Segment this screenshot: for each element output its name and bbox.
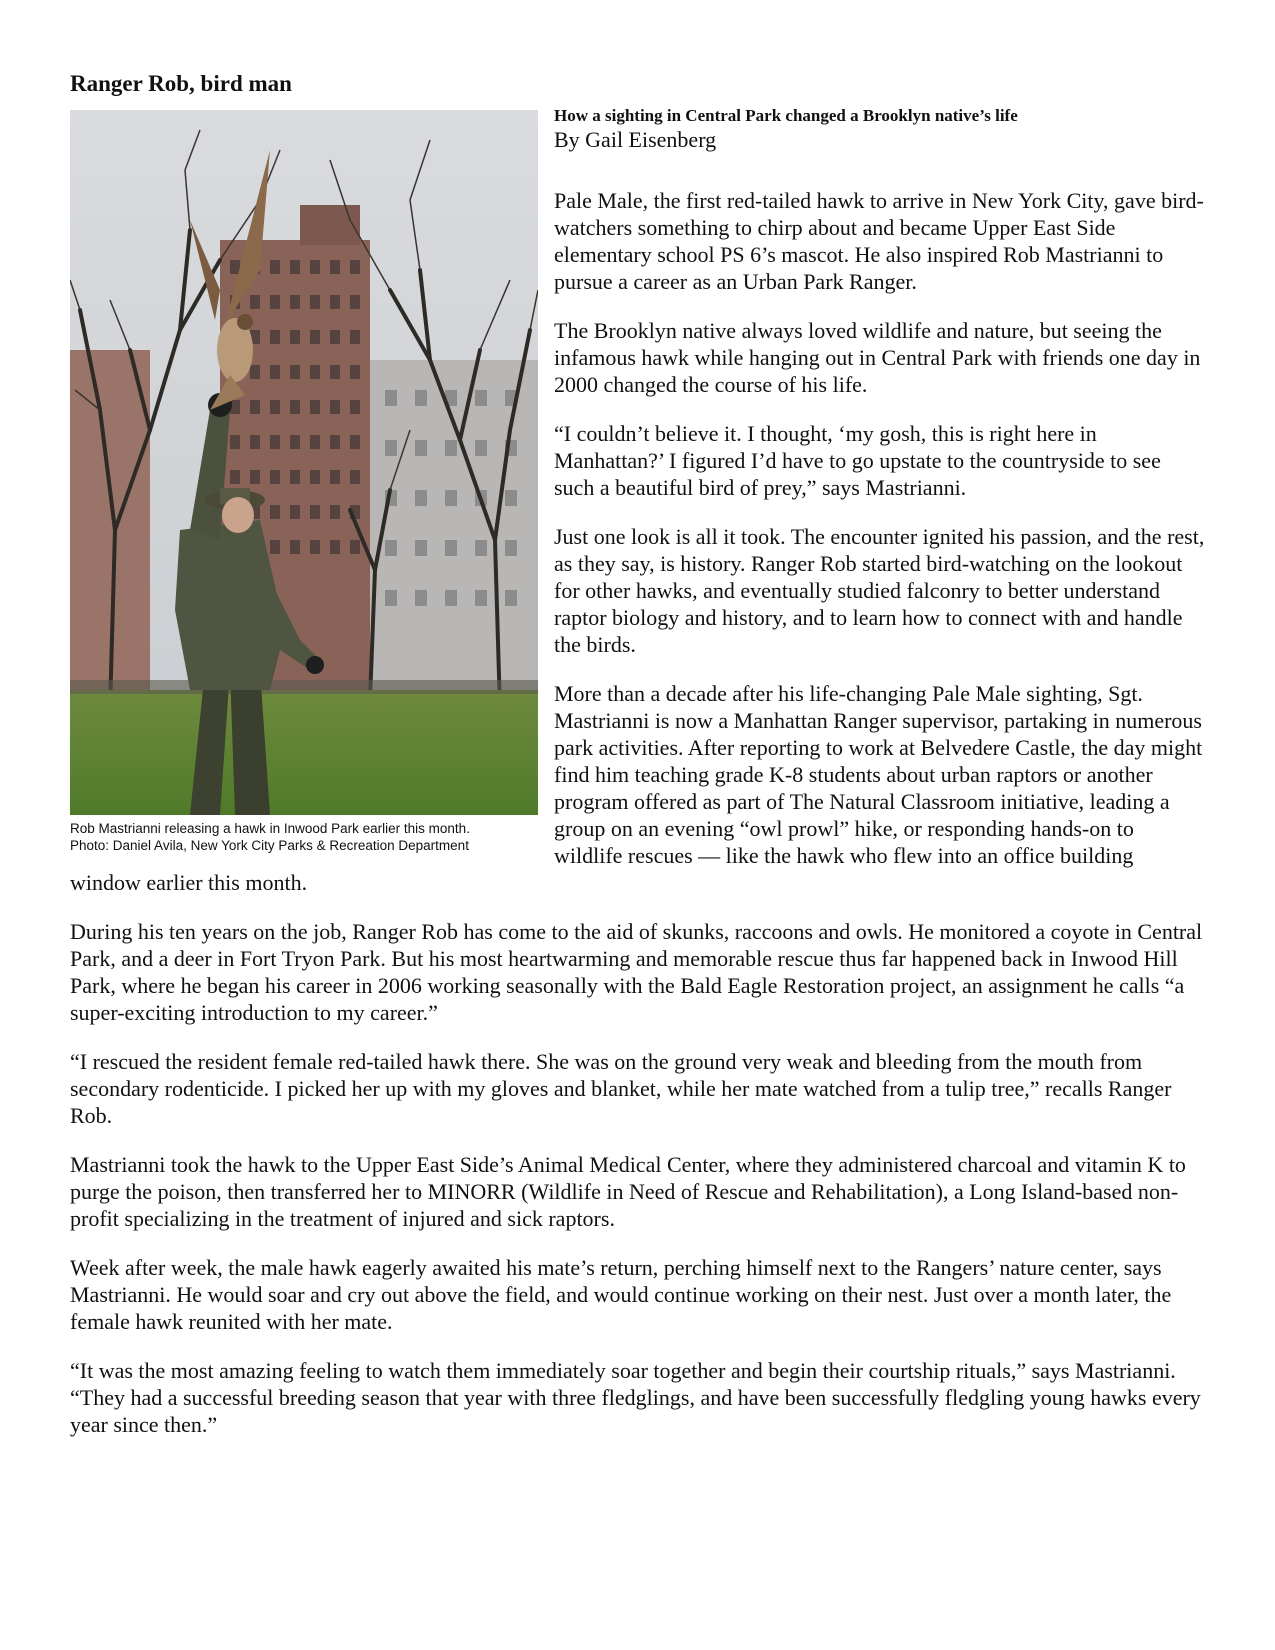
article [70, 60, 1205, 1460]
paragraph: Pale Male, the first red-tailed hawk to arrive in New York City, gave bird-watchers something to chirp about and became Upper East Side elementary school PS 6’s mascot. He also inspired Rob Mastrianni to pursue a career as an Urban Park Ranger. [554, 188, 1204, 294]
photo-figure [70, 110, 538, 854]
paragraph: “I couldn’t believe it. I thought, ‘my gosh, this is right here in Manhattan?’ I figured I’d have to go upstate to the countryside to see such a beautiful bird of prey,” says Mastrianni. [554, 421, 1161, 500]
paragraph: Just one look is all it took. The encounter ignited his passion, and the rest, as they say, is history. Ranger Rob started bird-watching on the lookout for other hawks, and eventually studied falconry to better understand raptor biology and history, and to learn how to connect with and handle the birds. [554, 524, 1205, 657]
headline: Ranger Rob, bird man [70, 71, 292, 96]
ranger-hawk-photo [70, 110, 538, 815]
paragraph: During his ten years on the job, Ranger Rob has come to the aid of skunks, raccoons and owls. He monitored a coyote in Central Park, and a deer in Fort Tryon Park. But his most heartwarming and memorable rescue thus far happened back in Inwood Hill Park, where he began his career in 2006 working seasonally with the Bald Eagle Restoration project, an assignment he calls “a super-exciting introduction to my career.” [70, 919, 1203, 1025]
caption-line-2: Photo: Daniel Avila, New York City Parks & Recreation Department [70, 838, 469, 853]
byline: By Gail Eisenberg [554, 127, 717, 152]
photo-caption [70, 820, 538, 854]
paragraph: Mastrianni took the hawk to the Upper East Side’s Animal Medical Center, where they administered charcoal and vitamin K to purge the poison, then transferred her to MINORR (Wildlife in Need of Rescue and Rehabilitation), a Long Island-based non-profit specializing in the treatment of injured and sick raptors. [70, 1152, 1186, 1231]
paragraph: More than a decade after his life-changing Pale Male sighting, Sgt. Mastrianni is now a Manhattan Ranger supervisor, partaking in numerous park activities. After reporting to work at Belvedere Castle, the day might find him teaching grade K-8 students about urban raptors or another program offered as part of The Natural Classroom initiative, leading a group on an evening “owl prowl” hike, or responding hands-on to wildlife rescues — like the hawk who flew into an office building window earlier this month. [70, 681, 1203, 895]
paragraph: “I rescued the resident female red-tailed hawk there. She was on the ground very weak and bleeding from the mouth from secondary rodenticide. I picked her up with my gloves and blanket, while her mate watched from a tulip tree,” recalls Ranger Rob. [70, 1049, 1172, 1128]
subhead: How a sighting in Central Park changed a Brooklyn native’s life [554, 106, 1018, 125]
paragraph: The Brooklyn native always loved wildlife and nature, but seeing the infamous hawk while hanging out in Central Park with friends one day in 2000 changed the course of his life. [554, 318, 1201, 397]
caption-line-1: Rob Mastrianni releasing a hawk in Inwood Park earlier this month. [70, 821, 470, 836]
paragraph: Week after week, the male hawk eagerly awaited his mate’s return, perching himself next to the Rangers’ nature center, says Mastrianni. He would soar and cry out above the field, and would continue working on their nest. Just over a month later, the female hawk reunited with her mate. [70, 1255, 1172, 1334]
paragraph: “It was the most amazing feeling to watch them immediately soar together and begin their courtship rituals,” says Mastrianni. “They had a successful breeding season that year with three fledglings, and have been successfully fledgling young hawks every year since then.” [70, 1358, 1201, 1437]
